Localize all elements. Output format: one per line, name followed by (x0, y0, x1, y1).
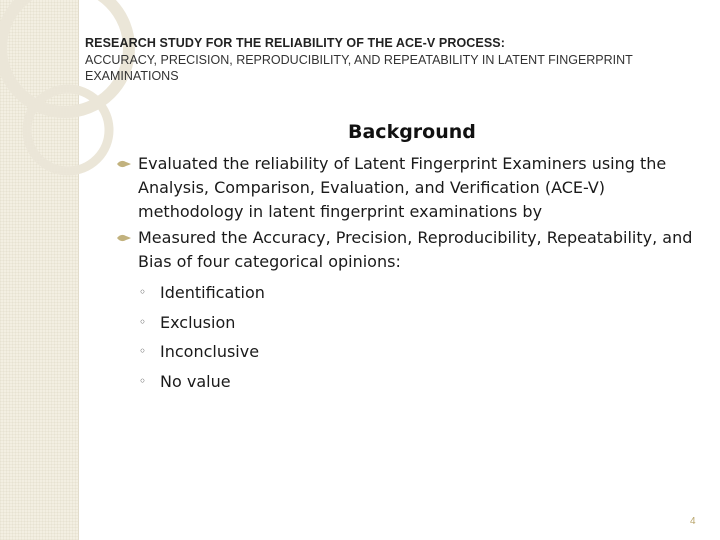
leaf-bullet-icon (116, 159, 132, 169)
section-heading: Background (348, 121, 476, 143)
slide-header-title: RESEARCH STUDY FOR THE RELIABILITY OF THE ACE-V PROCESS: (85, 36, 505, 50)
slide-header-subtitle: ACCURACY, PRECISION, REPRODUCIBILITY, AND REPEATABILITY IN LATENT FINGERPRINT EXAMINATIONS (85, 53, 633, 83)
circle-bullet-icon: ◦ (139, 314, 147, 329)
bullet-list (116, 152, 706, 398)
circle-bullet-icon: ◦ (139, 344, 147, 358)
sub-item-text: Identification (160, 283, 265, 302)
sub-item-text: No value (160, 371, 231, 391)
sub-item-text: Exclusion (160, 312, 236, 332)
sub-list-item (138, 308, 706, 338)
sub-list-item (138, 278, 706, 308)
sub-item-text: Inconclusive (160, 342, 260, 361)
bullet-item (116, 152, 706, 224)
circle-bullet-icon: ◦ (139, 373, 147, 388)
bullet-text: Measured the Accuracy, Precision, Reproducibility, Repeatability, and Bias of four categorical opinions: (138, 228, 693, 271)
bullet-text: Evaluated the reliability of Latent Fingerprint Examiners using the Analysis, Comparison, Evaluation, and Verification (ACE-V) methodology in latent fingerprint examinations by (138, 154, 667, 221)
sub-bullet-list (138, 278, 706, 396)
circle-bullet-icon: ◦ (139, 285, 147, 299)
leaf-bullet-icon (116, 233, 132, 243)
bullet-item (116, 226, 706, 396)
page-number: 4 (690, 516, 696, 527)
sub-list-item (138, 367, 706, 397)
sub-list-item (138, 337, 706, 367)
small-ring (27, 89, 109, 171)
